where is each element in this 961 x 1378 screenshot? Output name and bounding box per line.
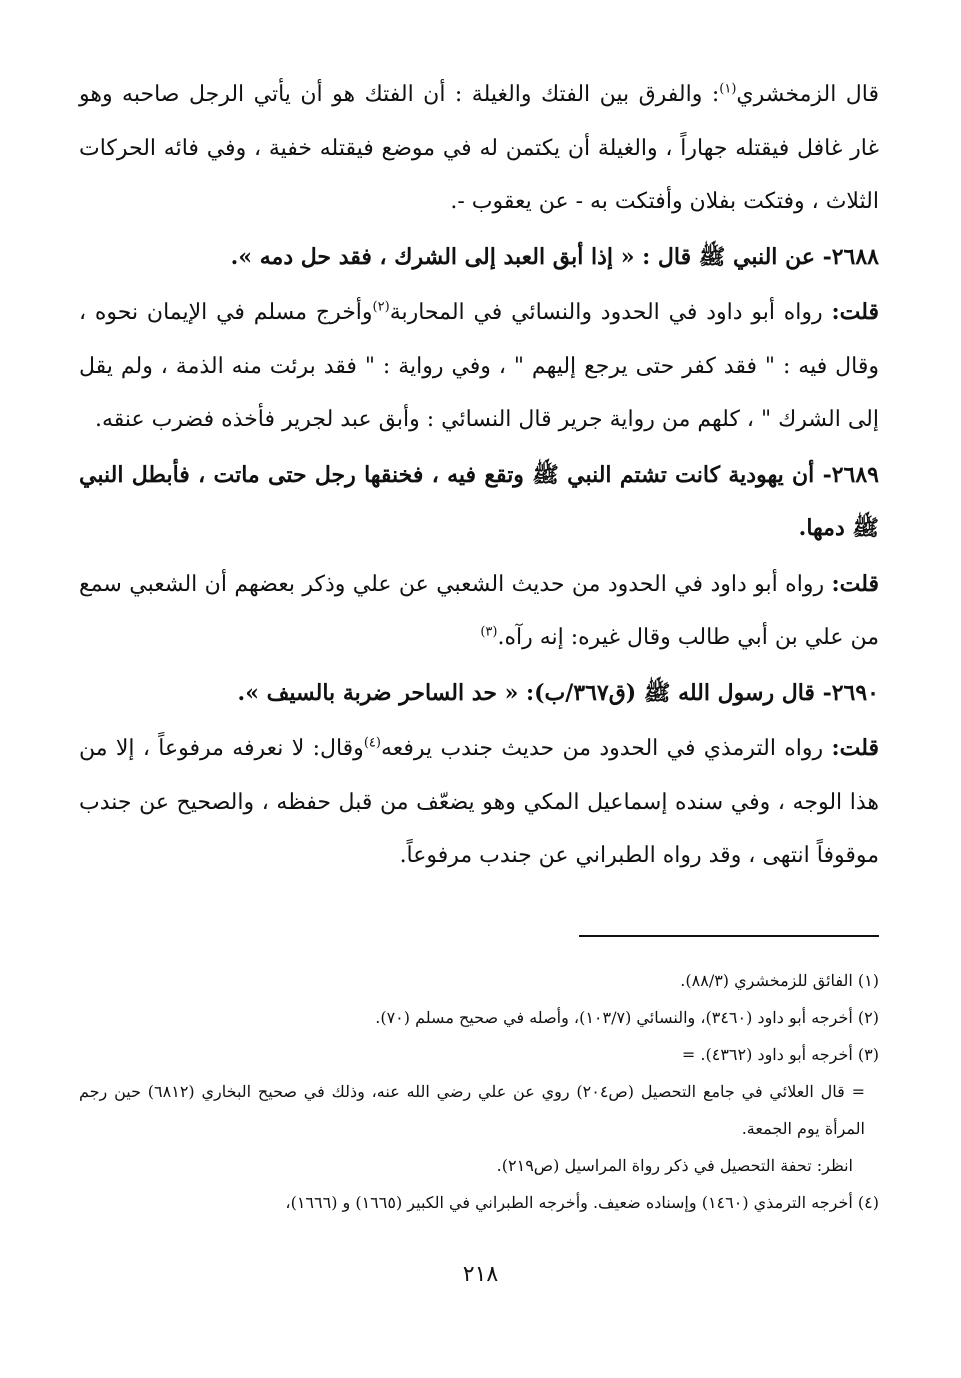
hadith-2688: ٢٦٨٨- عن النبي ﷺ قال : « إذا أبق العبد إلى الشرك ، فقد حل دمه ».	[230, 243, 879, 270]
footnote-1: (١) الفائق للزمخشري (٨٨/٣).	[680, 971, 879, 990]
paragraph-text: رواه أبو داود في الحدود والنسائي في المحاربة	[389, 300, 823, 325]
footnote-3-see-also: انظر: تحفة التحصيل في ذكر رواة المراسيل (ص٢١٩).	[496, 1156, 853, 1175]
footnote-ref-2[interactable]: (٢)	[372, 299, 390, 315]
footnotes	[79, 962, 879, 1221]
paragraph-text: وقال: لا نعرفه مرفوعاً ، إلا من هذا الوجه ، وفي سنده إسماعيل المكي وهو يضعّف من قبل حفظه ، والصحيح عن جندب موقوفاً انتهى ، وقد رواه الطبراني عن جندب مرفوعاً.	[79, 736, 879, 868]
commentary-lead: قلت:	[831, 299, 879, 325]
commentary-2688	[79, 286, 879, 447]
commentary-2689	[79, 558, 879, 665]
paragraph-text: : والفرق بين الفتك والغيلة : أن الفتك هو أن يأتي الرجل صاحبه وهو غار غافل فيقتله جهاراً ، والغيلة أن يكتمن له في موضع فيقتله خفية ، وفي فائه الحركات الثلاث ، وفتكت بفلان وأفتكت به - عن يعقوب -.	[79, 82, 879, 214]
footnote-3-continued: = قال العلائي في جامع التحصيل (ص٢٠٤) روي عن علي رضي الله عنه، وذلك في صحيح البخاري (٦٨١٢) حين رجم المرأة يوم الجمعة.	[79, 1082, 865, 1138]
footnote-ref-1[interactable]: (١)	[719, 81, 737, 97]
footnote-4: (٤) أخرجه الترمذي (١٤٦٠) وإسناده ضعيف. وأخرجه الطبراني في الكبير (١٦٦٥) و (١٦٦٦)،	[285, 1193, 879, 1212]
footnote-2: (٢) أخرجه أبو داود (٣٤٦٠)، والنسائي (١٠٣/٧)، وأصله في صحيح مسلم (٧٠).	[375, 1008, 879, 1027]
footnote-divider	[579, 935, 879, 937]
paragraph-zamakhshari	[79, 68, 879, 229]
paragraph-text: وأخرج مسلم في الإيمان نحوه ، وقال فيه : " فقد كفر حتى يرجع إليهم " ، وفي رواية : " فقد برئت منه الذمة ، ولم يقل إلى الشرك " ، كلهم من رواية جرير قال النسائي : وأبق عبد لجرير فأخذه فضرب عنقه.	[79, 300, 879, 432]
commentary-2690	[79, 722, 879, 883]
hadith-2689: ٢٦٨٩- أن يهودية كانت تشتم النبي ﷺ وتقع فيه ، فخنقها رجل حتى ماتت ، فأبطل النبي ﷺ دمها.	[79, 461, 879, 541]
paragraph-text: رواه أبو داود في الحدود من حديث الشعبي عن علي وذكر بعضهم أن الشعبي سمع من علي بن أبي طالب وقال غيره: إنه رآه.	[79, 571, 879, 650]
paragraph-text: قال الزمخشري	[736, 82, 879, 107]
footnote-ref-3[interactable]: (٣)	[480, 624, 498, 640]
footnote-3: (٣) أخرجه أبو داود (٤٣٦٢). =	[681, 1045, 879, 1064]
commentary-lead: قلت:	[831, 570, 880, 597]
main-text	[79, 68, 879, 883]
page-number: ٢١٨	[462, 1262, 499, 1287]
hadith-2690: ٢٦٩٠- قال رسول الله ﷺ (ق٣٦٧/ب): « حد الساحر ضربة بالسيف ».	[237, 679, 879, 706]
footnote-ref-4[interactable]: (٤)	[363, 735, 381, 751]
commentary-lead: قلت:	[831, 735, 879, 761]
paragraph-text: رواه الترمذي في الحدود من حديث جندب يرفعه	[380, 736, 824, 761]
